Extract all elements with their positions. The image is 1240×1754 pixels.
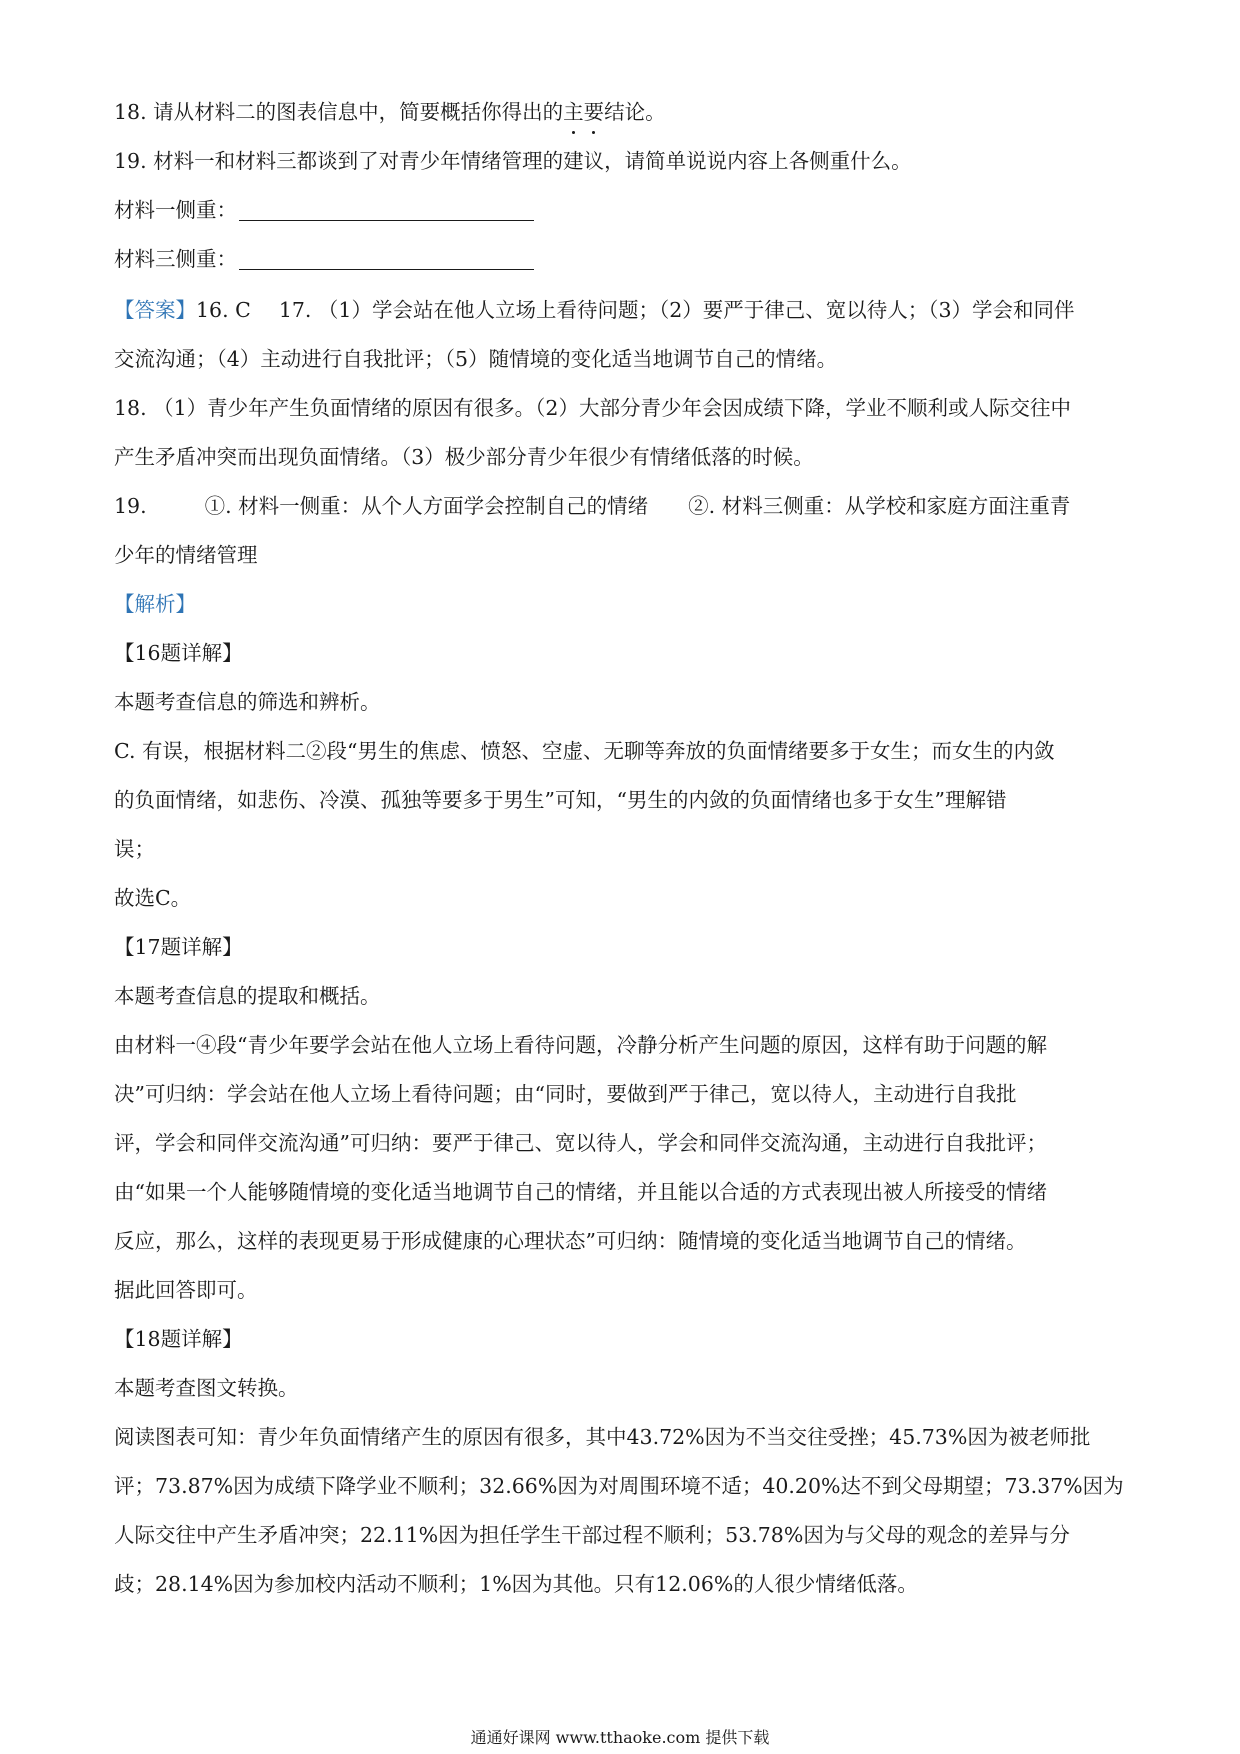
heading-16: 【16题详解】 <box>114 641 243 665</box>
answer-blank-1 <box>114 195 534 225</box>
analysis-16-line-1: 本题考查信息的筛选和辨析。 <box>114 690 381 714</box>
analysis-16-line-4: 误； <box>114 837 155 861</box>
page-footer: 通通好课网 www.tthaoke.com 提供下载 <box>470 1728 770 1747</box>
analysis-18-line-3: 评；73.87%因为成绩下降学业不顺利；32.66%因为对周围环境不适；40.20%达不到父母期望；73.37%因为 <box>114 1474 1124 1498</box>
analysis-17-line-6: 反应，那么，这样的表现更易于形成健康的心理状态”可归纳：随情境的变化适当地调节自己的情绪。 <box>114 1229 1027 1253</box>
analysis-16-line-3: 的负面情绪，如悲伤、冷漠、孤独等要多于男生”可知，“男生的内敛的负面情绪也多于女生”理解错 <box>114 788 1007 812</box>
analysis-17-line-3: 决”可归纳：学会站在他人立场上看待问题；由“同时，要做到严于律己，宽以待人，主动进行自我批 <box>114 1082 1017 1106</box>
answer-line-1 <box>114 295 1075 325</box>
analysis-17-line-4: 评，学会和同伴交流沟通”可归纳：要严于律己、宽以待人，学会和同伴交流沟通，主动进行自我批评； <box>114 1131 1047 1155</box>
question-18 <box>114 97 666 127</box>
answer-19-part-2: ②. 材料三侧重：从学校和家庭方面注重青 <box>688 494 1071 518</box>
analysis-17-line-5: 由“如果一个人能够随情境的变化适当地调节自己的情绪，并且能以合适的方式表现出被人所接受的情绪 <box>114 1180 1047 1204</box>
answer-tag: 【答案】 <box>114 298 196 322</box>
heading-17: 【17题详解】 <box>114 935 243 959</box>
analysis-16-line-2: C. 有误，根据材料二②段“男生的焦虑、愤怒、空虚、无聊等奔放的负面情绪要多于女生；而女生的内敛 <box>114 739 1055 763</box>
question-19: 19. 材料一和材料三都谈到了对青少年情绪管理的建议，请简单说说内容上各侧重什么。 <box>114 149 912 173</box>
answer-17-line-2: 交流沟通；（4）主动进行自我批评；（5）随情境的变化适当地调节自己的情绪。 <box>114 347 838 371</box>
answer-blank-2 <box>114 244 534 274</box>
answer-16: 16. C <box>196 298 251 322</box>
analysis-tag: 【解析】 <box>114 592 196 616</box>
emphasis-dot-char: 主 <box>563 97 584 127</box>
analysis-18-line-2: 阅读图表可知：青少年负面情绪产生的原因有很多，其中43.72%因为不当交往受挫；45.73%因为被老师批 <box>114 1425 1091 1449</box>
answer-18-line-2: 产生矛盾冲突而出现负面情绪。（3）极少部分青少年很少有情绪低落的时候。 <box>114 445 814 469</box>
answer-18-line-1: 18. （1）青少年产生负面情绪的原因有很多。（2）大部分青少年会因成绩下降，学业不顺利或人际交往中 <box>114 396 1071 420</box>
answer-19-part-1: ①. 材料一侧重：从个人方面学会控制自己的情绪 <box>204 494 649 518</box>
question-18-text: 18. 请从材料二的图表信息中，简要概括你得出的 <box>114 100 564 124</box>
fill-in-line <box>239 247 534 270</box>
answer-17-line-1: 17. （1）学会站在他人立场上看待问题；（2）要严于律己、宽以待人；（3）学会和同伴 <box>278 298 1075 322</box>
answer-19-number: 19. <box>114 494 147 518</box>
analysis-16-line-5: 故选C。 <box>114 886 192 910</box>
heading-18: 【18题详解】 <box>114 1327 243 1351</box>
answer-19-line-1 <box>114 491 1070 521</box>
blank-label: 材料一侧重： <box>114 198 237 222</box>
emphasis-dot-char: 要 <box>584 97 605 127</box>
analysis-17-line-7: 据此回答即可。 <box>114 1278 258 1302</box>
blank-label: 材料三侧重： <box>114 247 237 271</box>
analysis-17-line-2: 由材料一④段“青少年要学会站在他人立场上看待问题，冷静分析产生问题的原因，这样有助于问题的解 <box>114 1033 1047 1057</box>
answer-19-line-2: 少年的情绪管理 <box>114 543 258 567</box>
analysis-18-line-5: 歧；28.14%因为参加校内活动不顺利；1%因为其他。只有12.06%的人很少情绪低落。 <box>114 1572 918 1596</box>
fill-in-line <box>239 198 534 221</box>
analysis-18-line-1: 本题考查图文转换。 <box>114 1376 299 1400</box>
analysis-18-line-4: 人际交往中产生矛盾冲突；22.11%因为担任学生干部过程不顺利；53.78%因为与父母的观念的差异与分 <box>114 1523 1070 1547</box>
analysis-17-line-1: 本题考查信息的提取和概括。 <box>114 984 381 1008</box>
question-18-end: 结论。 <box>604 100 666 124</box>
